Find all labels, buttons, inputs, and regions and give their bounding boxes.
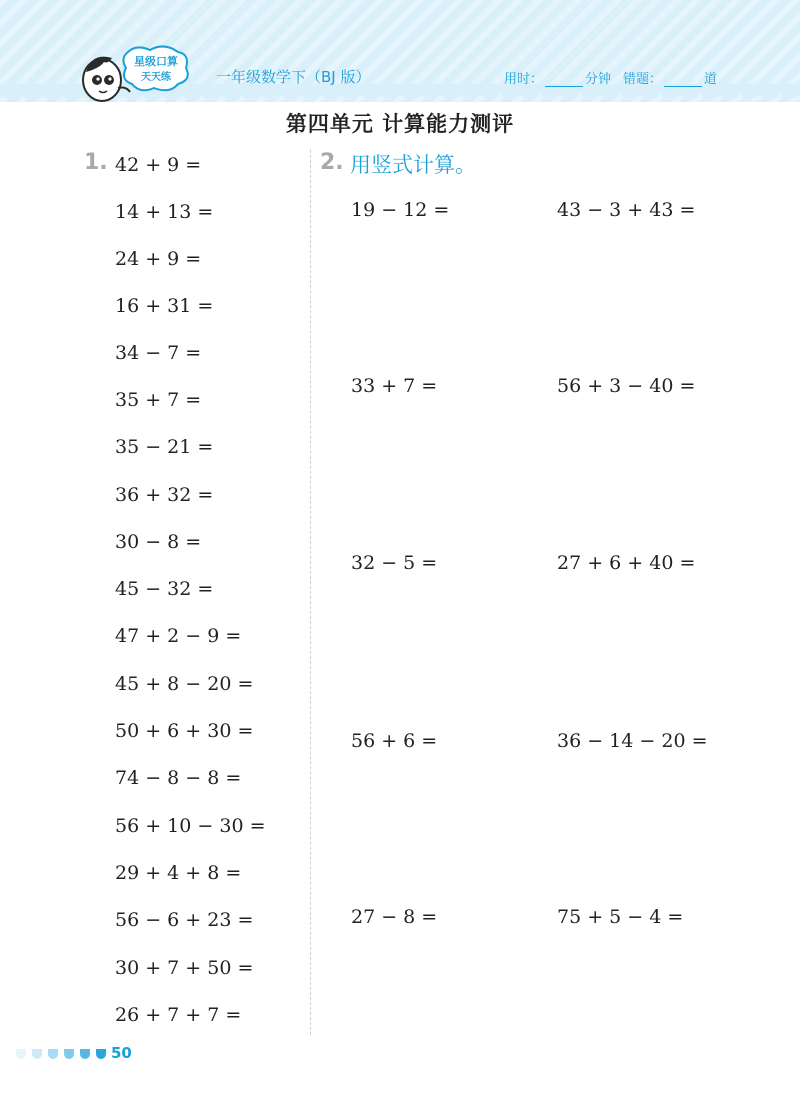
section2-problem-right: 27 + 6 + 40 =	[557, 552, 696, 574]
section2-problem-right: 56 + 3 − 40 =	[557, 375, 696, 397]
section1-problem: 29 + 4 + 8 =	[115, 862, 242, 884]
series-title: 一年级数学下（BJ 版）	[216, 68, 371, 86]
time-and-errors	[504, 68, 717, 87]
section1-problem: 34 − 7 =	[115, 342, 202, 364]
logo-text-line2: 天天练	[141, 72, 171, 83]
section2-problem-right: 75 + 5 − 4 =	[557, 906, 684, 928]
section1-problem: 50 + 6 + 30 =	[115, 720, 254, 742]
section1-problem: 74 − 8 − 8 =	[115, 767, 242, 789]
errors-unit: 道	[704, 72, 718, 87]
section2-problem-left: 56 + 6 =	[351, 730, 438, 752]
section2-problem-left: 19 − 12 =	[351, 199, 450, 221]
section1-problem: 45 + 8 − 20 =	[115, 673, 254, 695]
section1-problem: 35 − 21 =	[115, 436, 214, 458]
section2-problem-left: 32 − 5 =	[351, 552, 438, 574]
section1-number: 1.	[84, 150, 108, 175]
section1-problem: 30 + 7 + 50 =	[115, 957, 254, 979]
time-label: 用时：	[504, 72, 544, 87]
section1-problem: 45 − 32 =	[115, 578, 214, 600]
section2-number: 2.	[320, 150, 344, 175]
mascot-logo	[78, 40, 218, 106]
section1-problem: 30 − 8 =	[115, 531, 202, 553]
section2-problem-right: 43 − 3 + 43 =	[557, 199, 696, 221]
section1-problem: 56 − 6 + 23 =	[115, 909, 254, 931]
logo-text-line1: 星级口算	[134, 55, 178, 68]
section1-problem: 47 + 2 − 9 =	[115, 625, 242, 647]
section1-problem: 56 + 10 − 30 =	[115, 815, 266, 837]
section1-problem: 14 + 13 =	[115, 201, 214, 223]
footer-dots	[14, 1047, 108, 1061]
page-number: 50	[111, 1044, 132, 1062]
section2-problem-left: 33 + 7 =	[351, 375, 438, 397]
logo-badge	[123, 46, 187, 90]
section1-problem: 16 + 31 =	[115, 295, 214, 317]
section1-problem: 26 + 7 + 7 =	[115, 1004, 242, 1026]
section1-problem: 35 + 7 =	[115, 389, 202, 411]
section1-problem: 36 + 32 =	[115, 484, 214, 506]
time-unit: 分钟	[585, 72, 612, 87]
time-blank[interactable]	[545, 74, 583, 87]
section1-problem: 42 + 9 =	[115, 154, 202, 176]
section2-problem-right: 36 − 14 − 20 =	[557, 730, 708, 752]
page-title: 第四单元 计算能力测评	[285, 112, 515, 136]
section2-problem-left: 27 − 8 =	[351, 906, 438, 928]
errors-label: 错题：	[623, 72, 663, 87]
section2-title: 用竖式计算。	[350, 153, 476, 177]
column-divider	[310, 150, 311, 1035]
errors-blank[interactable]	[664, 74, 702, 87]
section1-problem: 24 + 9 =	[115, 248, 202, 270]
